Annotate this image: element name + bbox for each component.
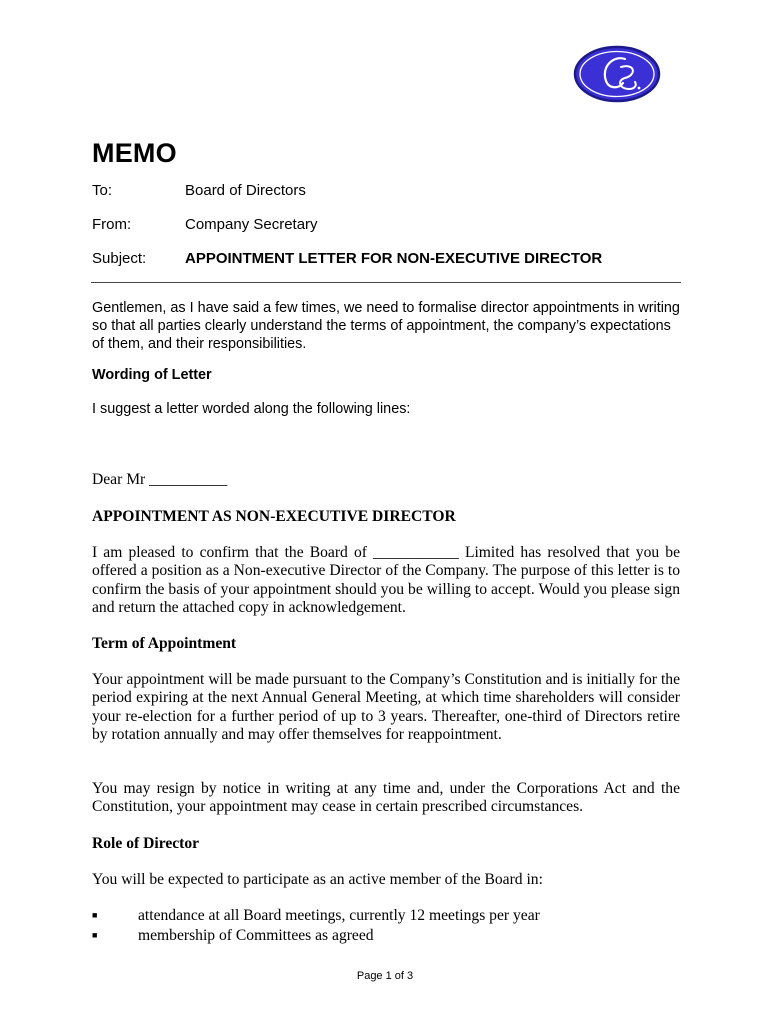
list-item-text: attendance at all Board meetings, currently 12 meetings per year	[138, 907, 540, 924]
list-item	[92, 927, 692, 947]
list-item-text: membership of Committees as agreed	[138, 927, 374, 944]
role-bullet-list	[92, 907, 692, 947]
page-number: Page 1 of 3	[356, 970, 414, 982]
letter-paragraph-1: I am pleased to confirm that the Board of ___________ Limited has resolved that you be offered a position as a Non-executive Director of the Company. The purpose of this letter is to confirm the basis of your appointment should you be willing to accept. Would you please sign and return the attached copy in acknowledgement.	[92, 544, 680, 616]
term-paragraph-2: You may resign by notice in writing at any time and, under the Corporations Act and the Constitution, your appointment may cease in certain prescribed circumstances.	[92, 780, 680, 816]
bullet-square-icon: ■	[92, 930, 98, 940]
letter-salutation: Dear Mr __________	[92, 471, 228, 488]
suggest-line: I suggest a letter worded along the following lines:	[92, 401, 411, 417]
role-intro: You will be expected to participate as an active member of the Board in:	[92, 871, 543, 888]
intro-paragraph: Gentlemen, as I have said a few times, we need to formalise director appointments in writing so that all parties clearly understand the terms of appointment, the company’s expectations of them, and their responsibilities.	[92, 300, 680, 352]
list-item	[92, 907, 692, 927]
from-value: Company Secretary	[185, 216, 318, 233]
from-label: From:	[92, 216, 132, 233]
header-divider	[91, 282, 681, 283]
bullet-square-icon: ■	[92, 910, 98, 920]
company-logo	[573, 45, 661, 103]
subject-label: Subject:	[92, 250, 147, 267]
subject-value: APPOINTMENT LETTER FOR NON-EXECUTIVE DIRECTOR	[185, 250, 603, 267]
memo-title: MEMO	[92, 138, 177, 168]
to-label: To:	[92, 182, 113, 199]
role-heading: Role of Director	[92, 835, 200, 852]
term-heading: Term of Appointment	[92, 635, 237, 652]
term-paragraph-1: Your appointment will be made pursuant to the Company’s Constitution and is initially for the period expiring at the next Annual General Meeting, at which time shareholders will consider your re-election for a further period of up to 3 years. Thereafter, one-third of Directors retire by rotation annually and may offer themselves for reappointment.	[92, 671, 680, 743]
wording-heading: Wording of Letter	[92, 367, 212, 383]
letter-title: APPOINTMENT AS NON-EXECUTIVE DIRECTOR	[92, 508, 456, 525]
to-value: Board of Directors	[185, 182, 306, 199]
